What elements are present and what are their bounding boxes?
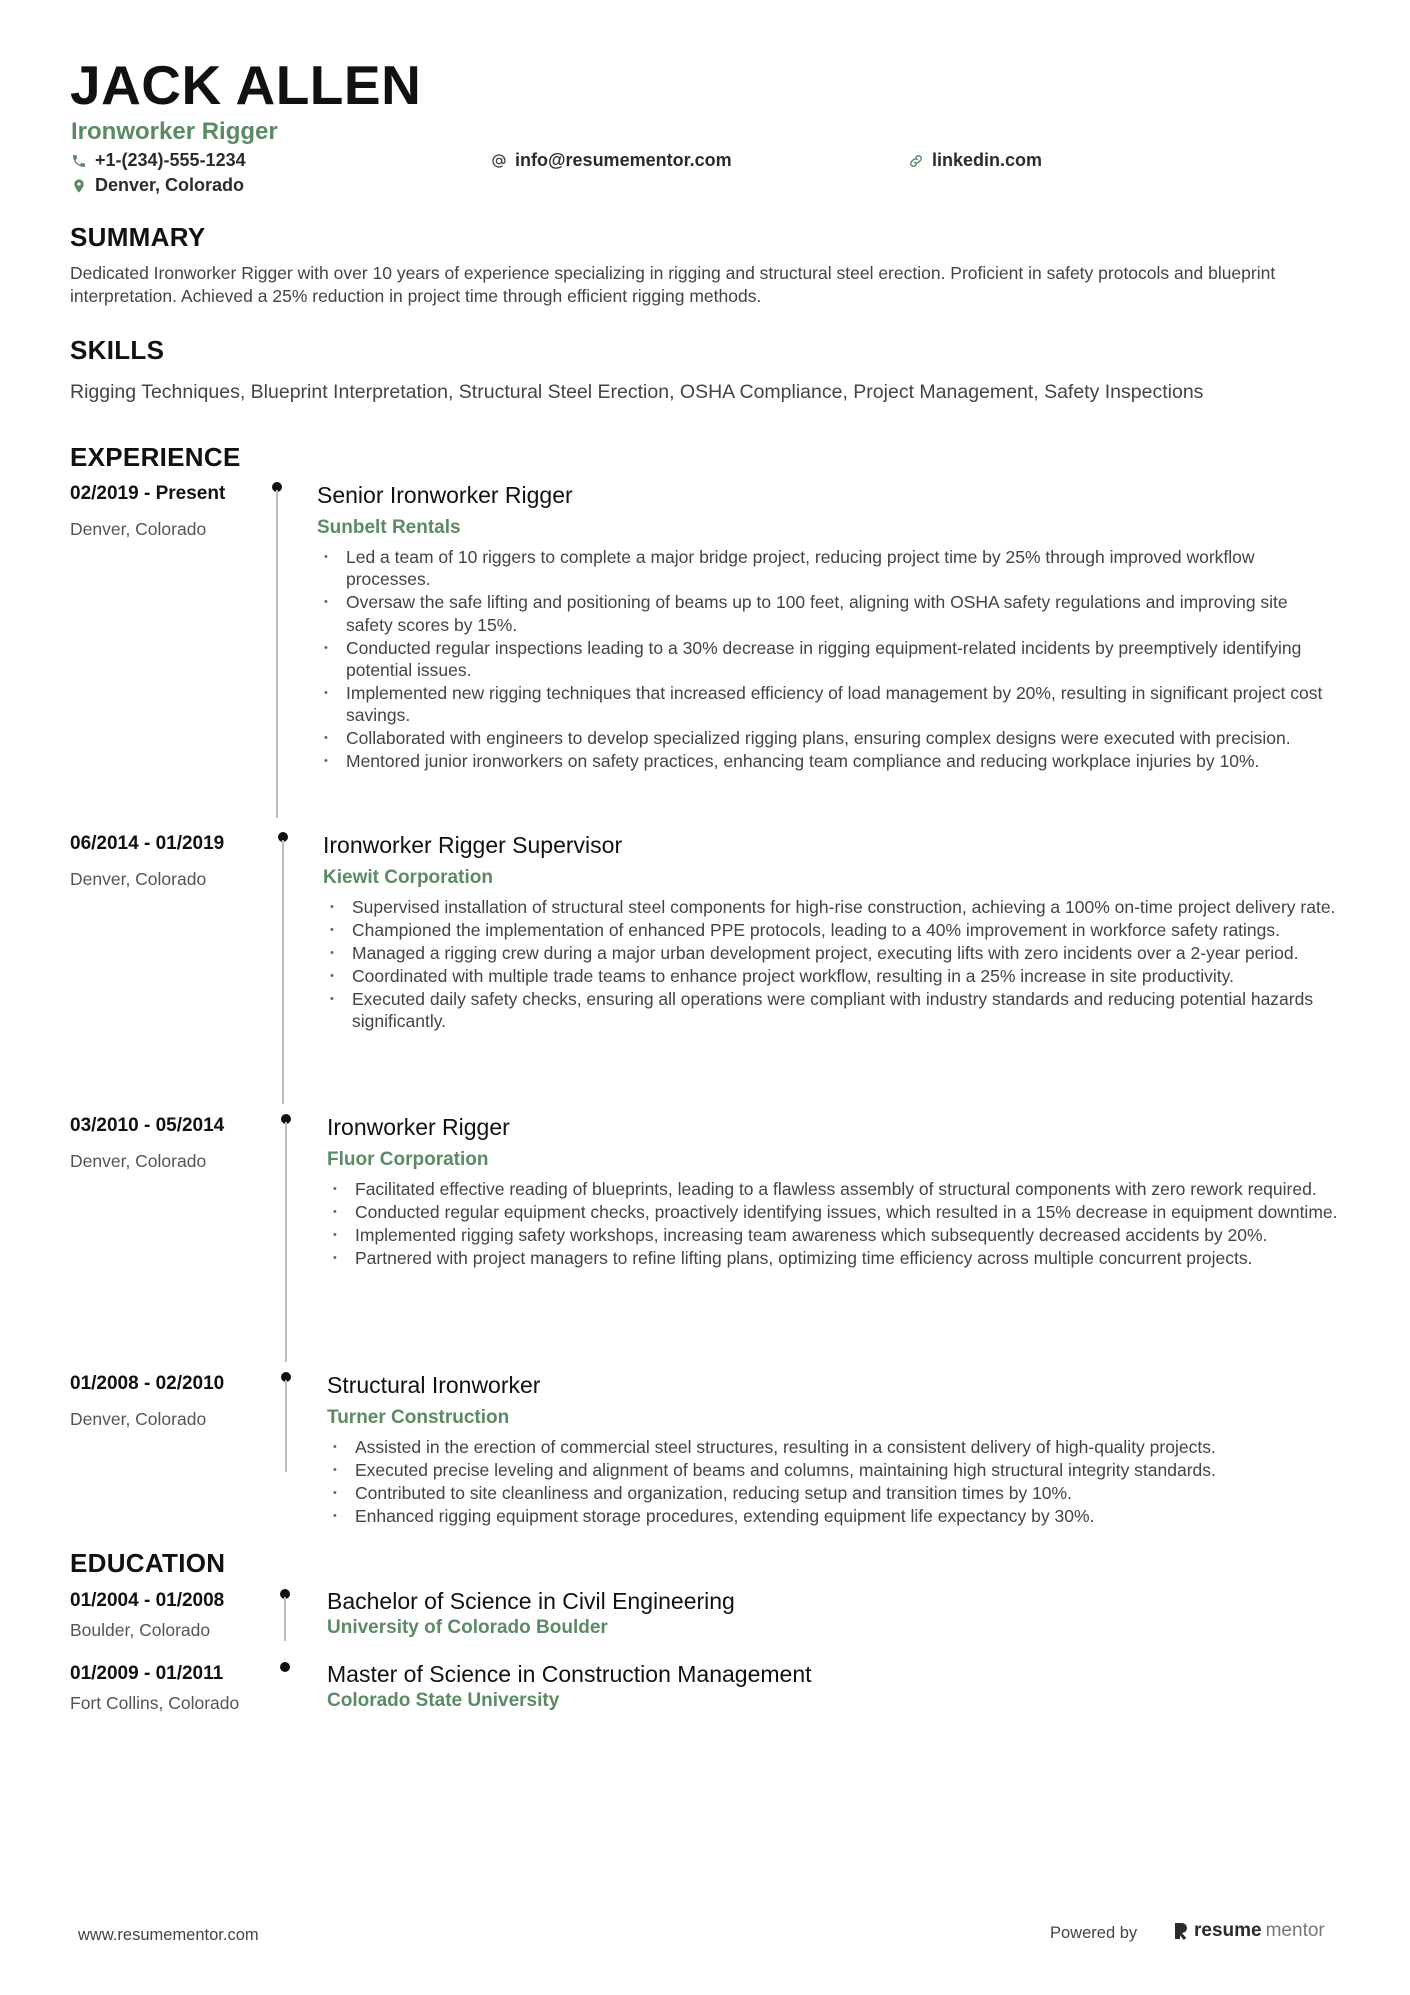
job-location: Denver, Colorado bbox=[70, 1409, 207, 1429]
edu-dates: 01/2004 - 01/2008 bbox=[70, 1590, 225, 1611]
job-bullet: • Executed daily safety checks, ensuring all operations were compliant with industry standards and reducing potential hazards significantly. bbox=[324, 988, 1348, 1033]
job-dates: 01/2008 - 02/2010 bbox=[70, 1373, 225, 1394]
job-bullets bbox=[318, 546, 1338, 773]
edu-degree: Master of Science in Construction Management bbox=[327, 1661, 812, 1687]
candidate-name: JACK ALLEN bbox=[70, 54, 422, 116]
job-company: Fluor Corporation bbox=[327, 1149, 489, 1170]
footer-website[interactable]: www.resumementor.com bbox=[78, 1926, 259, 1944]
job-bullet: • Managed a rigging crew during a major urban development project, executing lifts with zero incidents over a 2-year period. bbox=[324, 942, 1348, 964]
timeline-line bbox=[285, 1122, 287, 1362]
job-bullet: • Partnered with project managers to refine lifting plans, optimizing time efficiency across multiple concurrent projects. bbox=[327, 1247, 1347, 1269]
job-location: Denver, Colorado bbox=[70, 1151, 207, 1171]
summary-text: Dedicated Ironworker Rigger with over 10 years of experience specializing in rigging and structural steel erection. Proficient in safety protocols and blueprint interpretation. Achieved a 25% reduction in project time through efficient rigging methods. bbox=[70, 263, 1276, 306]
edu-location: Boulder, Colorado bbox=[70, 1620, 211, 1640]
job-bullet: • Assisted in the erection of commercial steel structures, resulting in a consistent delivery of high-quality projects. bbox=[327, 1436, 1347, 1458]
job-role: Ironworker Rigger bbox=[327, 1114, 510, 1140]
footer-brand-logo[interactable] bbox=[1172, 1920, 1325, 1942]
job-dates: 03/2010 - 05/2014 bbox=[70, 1115, 225, 1136]
location-text: Denver, Colorado bbox=[95, 175, 245, 195]
phone-text: +1-(234)-555-1234 bbox=[95, 150, 246, 170]
job-company: Turner Construction bbox=[327, 1407, 510, 1428]
experience-heading: EXPERIENCE bbox=[70, 442, 241, 472]
job-bullet: • Facilitated effective reading of blueprints, leading to a flawless assembly of structural components with zero rework required. bbox=[327, 1178, 1347, 1200]
job-bullet: • Oversaw the safe lifting and positioning of beams up to 100 feet, aligning with OSHA safety regulations and improving site safety scores by 15%. bbox=[318, 591, 1338, 636]
education-heading: EDUCATION bbox=[70, 1548, 226, 1578]
linkedin-text[interactable]: linkedin.com bbox=[932, 150, 1043, 170]
job-company: Sunbelt Rentals bbox=[317, 517, 461, 538]
job-role: Senior Ironworker Rigger bbox=[317, 482, 573, 508]
linkedin-contact[interactable] bbox=[908, 150, 1042, 171]
job-bullet: • Collaborated with engineers to develop specialized rigging plans, ensuring complex designs were executed with precision. bbox=[318, 727, 1338, 749]
location-pin-icon bbox=[71, 178, 87, 194]
job-bullet: • Implemented rigging safety workshops, increasing team awareness which subsequently decreased accidents by 20%. bbox=[327, 1224, 1347, 1246]
edu-school: Colorado State University bbox=[327, 1690, 560, 1711]
edu-location: Fort Collins, Colorado bbox=[70, 1693, 240, 1713]
candidate-title: Ironworker Rigger bbox=[71, 118, 278, 145]
job-bullets bbox=[327, 1436, 1347, 1528]
job-bullet: • Led a team of 10 riggers to complete a major bridge project, reducing project time by 25% through improved workflow processes. bbox=[318, 546, 1338, 591]
job-location: Denver, Colorado bbox=[70, 519, 207, 539]
edu-dates: 01/2009 - 01/2011 bbox=[70, 1663, 224, 1684]
job-bullet: • Contributed to site cleanliness and organization, reducing setup and transition times by 10%. bbox=[327, 1482, 1347, 1504]
job-bullet: • Executed precise leveling and alignment of beams and columns, maintaining high structural integrity standards. bbox=[327, 1459, 1347, 1481]
timeline-line bbox=[276, 490, 278, 818]
job-bullets bbox=[324, 896, 1348, 1033]
job-bullet: • Mentored junior ironworkers on safety practices, enhancing team compliance and reducing workplace injuries by 10%. bbox=[318, 750, 1338, 772]
job-dates: 02/2019 - Present bbox=[70, 483, 226, 504]
job-bullet: • Implemented new rigging techniques that increased efficiency of load management by 20%, resulting in significant project cost savings. bbox=[318, 682, 1338, 727]
summary-heading: SUMMARY bbox=[70, 222, 206, 252]
timeline-line bbox=[282, 840, 284, 1104]
job-role: Structural Ironworker bbox=[327, 1372, 541, 1398]
job-bullet: • Enhanced rigging equipment storage procedures, extending equipment life expectancy by 30%. bbox=[327, 1505, 1347, 1527]
job-bullet: • Conducted regular equipment checks, proactively identifying issues, which resulted in a 15% decrease in equipment downtime. bbox=[327, 1201, 1347, 1223]
job-bullet: • Coordinated with multiple trade teams to enhance project workflow, resulting in a 25% increase in site productivity. bbox=[324, 965, 1348, 987]
brand-text-mentor: mentor bbox=[1265, 1920, 1325, 1941]
job-company: Kiewit Corporation bbox=[323, 867, 493, 888]
job-location: Denver, Colorado bbox=[70, 869, 207, 889]
edu-school: University of Colorado Boulder bbox=[327, 1617, 608, 1638]
job-bullet: • Conducted regular inspections leading to a 30% decrease in rigging equipment-related incidents by preemptively identifying potential issues. bbox=[318, 637, 1338, 682]
location-contact bbox=[71, 175, 244, 196]
timeline-line bbox=[284, 1597, 286, 1641]
job-dates: 06/2014 - 01/2019 bbox=[70, 833, 225, 854]
email-contact[interactable] bbox=[491, 150, 732, 171]
skills-text: Rigging Techniques, Blueprint Interpretation, Structural Steel Erection, OSHA Compliance, Project Management, Safety Inspections bbox=[70, 381, 1204, 403]
link-icon bbox=[908, 153, 924, 169]
edu-degree: Bachelor of Science in Civil Engineering bbox=[327, 1588, 735, 1614]
phone-icon bbox=[71, 153, 87, 169]
job-bullet: • Championed the implementation of enhanced PPE protocols, leading to a 40% improvement in workforce safety ratings. bbox=[324, 919, 1348, 941]
timeline-line bbox=[285, 1380, 287, 1472]
brand-text-resume: resume bbox=[1194, 1920, 1262, 1941]
brand-logo-icon bbox=[1172, 1921, 1190, 1941]
job-role: Ironworker Rigger Supervisor bbox=[323, 832, 623, 858]
skills-heading: SKILLS bbox=[70, 335, 165, 365]
phone-contact bbox=[71, 150, 246, 171]
job-bullets bbox=[327, 1178, 1347, 1270]
email-text[interactable]: info@resumementor.com bbox=[515, 150, 732, 170]
timeline-dot bbox=[280, 1662, 290, 1672]
footer-powered-by: Powered by bbox=[1050, 1924, 1138, 1942]
at-icon bbox=[491, 153, 507, 169]
job-bullet: • Supervised installation of structural steel components for high-rise construction, achieving a 100% on-time project delivery rate. bbox=[324, 896, 1348, 918]
